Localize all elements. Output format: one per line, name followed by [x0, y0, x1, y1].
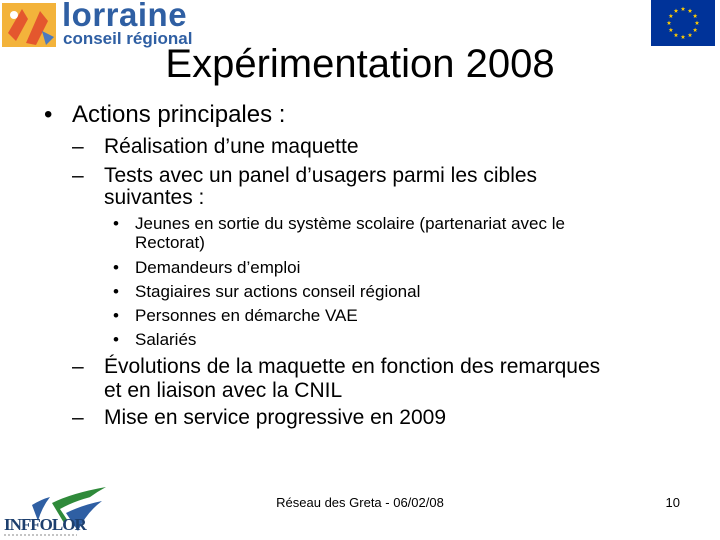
bullet-marker: • [113, 330, 119, 349]
target-vae: Personnes en démarche VAE [135, 306, 358, 325]
logo-wordmark: lorraine [62, 0, 188, 33]
infolor-logo [2, 483, 108, 538]
page-number: 10 [665, 495, 680, 510]
bullet-marker: • [44, 101, 53, 128]
item-tests-line1: Tests avec un panel d’usagers parmi les cibles [104, 164, 538, 187]
target-jeunes-line1: Jeunes en sortie du système scolaire (partenariat avec le [135, 214, 565, 233]
target-jeunes-line2: Rectorat) [135, 233, 205, 252]
footer-text: Réseau des Greta - 06/02/08 [276, 495, 444, 510]
bullet-marker: • [113, 306, 119, 325]
item-tests-line2: suivantes : [104, 186, 205, 209]
item-evolutions-line2: et en liaison avec la CNIL [104, 379, 343, 402]
target-salaries: Salariés [135, 330, 197, 349]
dash-marker: – [72, 164, 84, 187]
dash-marker: – [72, 135, 84, 158]
item-maquette: Réalisation d’une maquette [104, 135, 359, 158]
logo-subtitle: conseil régional [63, 29, 193, 48]
item-evolutions-line1: Évolutions de la maquette en fonction des remarques [104, 355, 601, 378]
target-demandeurs: Demandeurs d’emploi [135, 258, 301, 277]
dash-marker: – [72, 406, 84, 429]
target-stagiaires: Stagiaires sur actions conseil régional [135, 282, 421, 301]
bullet-marker: • [113, 258, 119, 277]
svg-text:INFFOLOR: INFFOLOR [4, 515, 86, 534]
slide-title: Expérimentation 2008 [165, 42, 555, 86]
bullet-marker: • [113, 214, 119, 233]
heading-actions: Actions principales : [72, 101, 286, 128]
bullet-marker: • [113, 282, 119, 301]
item-mise-en-service: Mise en service progressive en 2009 [104, 406, 447, 429]
dash-marker: – [72, 355, 84, 378]
